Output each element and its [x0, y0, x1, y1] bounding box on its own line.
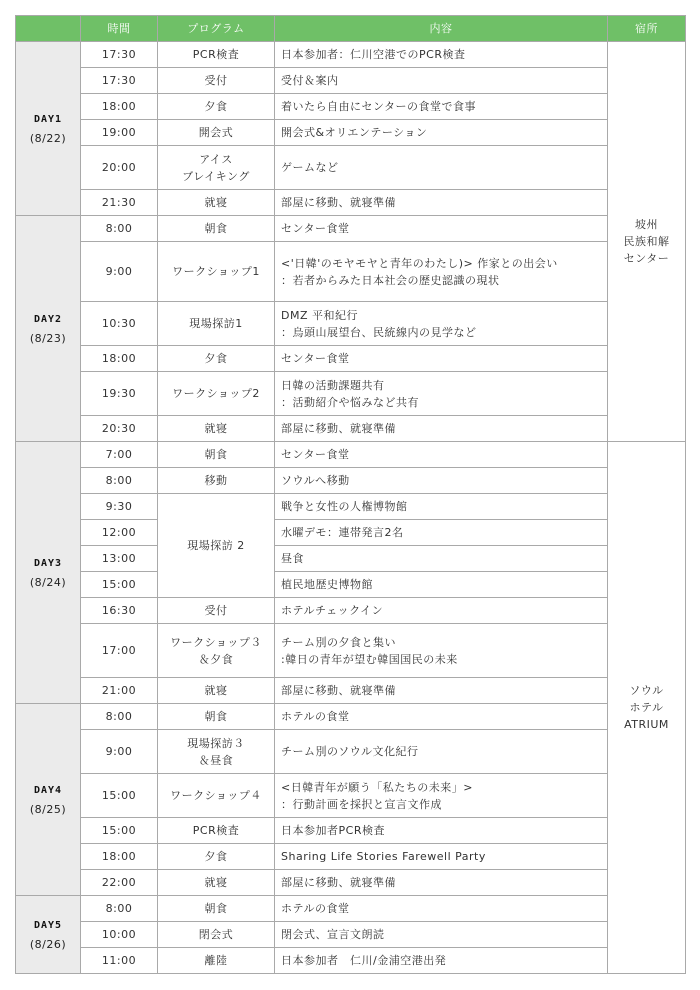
- time-cell: 21:30: [81, 190, 158, 216]
- program-cell: [158, 774, 275, 818]
- program-line: 離陸: [204, 954, 228, 967]
- day-name: DAY2: [33, 313, 63, 325]
- table-row: [16, 572, 686, 598]
- content-line: ：活動紹介や悩みなど共有: [281, 395, 419, 409]
- content-line: 昼食: [281, 552, 304, 565]
- program-line: 移動: [204, 474, 228, 487]
- table-row: [16, 346, 686, 372]
- table-row: [16, 442, 686, 468]
- content-line: 日本参加者PCR検査: [281, 824, 385, 837]
- program-cell: [158, 216, 275, 242]
- program-cell: [158, 372, 275, 416]
- content-cell: [275, 546, 608, 572]
- day-cell: [16, 704, 81, 896]
- program-line: 現場探訪３: [187, 736, 245, 750]
- program-line: PCR検査: [192, 824, 240, 837]
- time-cell: 18:00: [81, 844, 158, 870]
- program-cell: [158, 948, 275, 974]
- table-row: [16, 896, 686, 922]
- day-date: (8/26): [29, 937, 67, 951]
- day-cell: [16, 442, 81, 704]
- time-cell: 8:00: [81, 216, 158, 242]
- day-cell: [16, 216, 81, 442]
- program-line: 現場探訪 2: [187, 539, 245, 552]
- program-line: ワークショップ４: [170, 789, 262, 802]
- content-line: ：若者からみた日本社会の歴史認識の現状: [281, 273, 500, 287]
- table-row: [16, 922, 686, 948]
- program-line: 就寝: [204, 876, 228, 889]
- content-line: 部屋に移動、就寝準備: [281, 422, 396, 435]
- program-cell: [158, 598, 275, 624]
- content-cell: [275, 896, 608, 922]
- program-line: アイス: [199, 152, 233, 166]
- content-line: 着いたら自由にセンターの食堂で食事: [281, 100, 477, 113]
- content-cell: [275, 146, 608, 190]
- time-cell: 15:00: [81, 572, 158, 598]
- program-cell: [158, 42, 275, 68]
- table-row: [16, 302, 686, 346]
- table-row: [16, 372, 686, 416]
- program-line: 受付: [204, 604, 228, 617]
- content-cell: [275, 42, 608, 68]
- content-line: ：烏頭山展望台、民統線内の見学など: [281, 325, 477, 339]
- time-cell: 13:00: [81, 546, 158, 572]
- table-row: [16, 598, 686, 624]
- content-cell: [275, 416, 608, 442]
- place-line: 民族和解: [623, 235, 670, 248]
- header-content: 内容: [275, 16, 608, 42]
- content-cell: [275, 624, 608, 678]
- content-line: センター食堂: [281, 222, 350, 235]
- place-line: ATRIUM: [624, 718, 669, 731]
- table-row: [16, 68, 686, 94]
- content-cell: [275, 704, 608, 730]
- table-row: [16, 520, 686, 546]
- content-cell: [275, 948, 608, 974]
- program-cell: [158, 190, 275, 216]
- content-line: 日本参加者：仁川空港でのPCR検査: [281, 48, 466, 61]
- program-line: PCR検査: [192, 48, 240, 61]
- content-line: 部屋に移動、就寝準備: [281, 876, 396, 889]
- program-line: 現場探訪1: [189, 317, 243, 330]
- program-line: ブレイキング: [182, 169, 250, 183]
- program-line: ワークショップ2: [172, 387, 260, 400]
- schedule-container: [15, 15, 686, 974]
- table-row: [16, 416, 686, 442]
- time-cell: 17:00: [81, 624, 158, 678]
- content-line: センター食堂: [281, 352, 350, 365]
- program-cell: [158, 494, 275, 598]
- content-line: Sharing Life Stories Farewell Party: [281, 850, 486, 863]
- program-cell: [158, 468, 275, 494]
- time-cell: 17:30: [81, 68, 158, 94]
- program-line: 朝食: [204, 448, 228, 461]
- content-line: <'日韓'のモヤモヤと青年のわたし)> 作家との出会い: [281, 256, 558, 270]
- content-line: ホテルの食堂: [281, 902, 350, 915]
- content-line: 閉会式、宣言文朗読: [281, 928, 385, 941]
- time-cell: 10:30: [81, 302, 158, 346]
- program-cell: [158, 68, 275, 94]
- time-cell: 15:00: [81, 818, 158, 844]
- content-cell: [275, 922, 608, 948]
- day-cell: [16, 42, 81, 216]
- place-line: ホテル: [629, 701, 664, 714]
- program-cell: [158, 442, 275, 468]
- time-cell: 9:00: [81, 730, 158, 774]
- content-cell: [275, 68, 608, 94]
- day-date: (8/25): [29, 802, 67, 816]
- program-cell: [158, 870, 275, 896]
- time-cell: 18:00: [81, 94, 158, 120]
- table-row: [16, 704, 686, 730]
- content-cell: [275, 442, 608, 468]
- program-cell: [158, 94, 275, 120]
- time-cell: 20:00: [81, 146, 158, 190]
- content-cell: [275, 598, 608, 624]
- table-row: [16, 730, 686, 774]
- table-row: [16, 546, 686, 572]
- content-cell: [275, 216, 608, 242]
- table-header-row: [16, 16, 686, 42]
- day-date: (8/24): [29, 575, 67, 589]
- content-cell: [275, 242, 608, 302]
- content-cell: [275, 520, 608, 546]
- content-cell: [275, 818, 608, 844]
- table-row: [16, 146, 686, 190]
- time-cell: 10:00: [81, 922, 158, 948]
- content-line: 受付＆案内: [281, 74, 339, 87]
- program-cell: [158, 730, 275, 774]
- time-cell: 19:30: [81, 372, 158, 416]
- day-name: DAY5: [33, 919, 63, 931]
- content-line: :韓日の青年が望む韓国国民の未来: [281, 652, 458, 666]
- program-cell: [158, 896, 275, 922]
- table-row: [16, 818, 686, 844]
- schedule-body: [16, 42, 686, 974]
- header-day: [16, 16, 81, 42]
- content-cell: [275, 372, 608, 416]
- place-line: センター: [623, 252, 670, 265]
- program-cell: [158, 678, 275, 704]
- program-cell: [158, 416, 275, 442]
- content-line: 部屋に移動、就寝準備: [281, 196, 396, 209]
- content-cell: [275, 94, 608, 120]
- content-line: チーム別の夕食と集い: [281, 635, 396, 649]
- table-row: [16, 870, 686, 896]
- time-cell: 19:00: [81, 120, 158, 146]
- day-name: DAY4: [33, 784, 63, 796]
- table-row: [16, 94, 686, 120]
- content-line: ：行動計画を採択と宣言文作成: [281, 797, 442, 811]
- program-cell: [158, 120, 275, 146]
- day-name: DAY1: [33, 113, 63, 125]
- content-cell: [275, 844, 608, 870]
- time-cell: 9:30: [81, 494, 158, 520]
- table-row: [16, 468, 686, 494]
- time-cell: 17:30: [81, 42, 158, 68]
- time-cell: 7:00: [81, 442, 158, 468]
- content-cell: [275, 120, 608, 146]
- content-cell: [275, 190, 608, 216]
- program-line: 夕食: [204, 352, 228, 365]
- day-name: DAY3: [33, 557, 63, 569]
- content-cell: [275, 730, 608, 774]
- program-line: 朝食: [204, 222, 228, 235]
- place-cell: [608, 442, 686, 974]
- program-cell: [158, 922, 275, 948]
- content-line: チーム別のソウル文化紀行: [281, 745, 419, 758]
- content-line: 植民地歴史博物館: [281, 578, 373, 591]
- table-row: [16, 216, 686, 242]
- table-row: [16, 624, 686, 678]
- content-cell: [275, 870, 608, 896]
- header-time: 時間: [81, 16, 158, 42]
- table-row: [16, 42, 686, 68]
- program-line: 就寝: [204, 684, 228, 697]
- place-line: ソウル: [629, 684, 664, 697]
- place-cell: [608, 42, 686, 442]
- table-row: [16, 242, 686, 302]
- program-line: ワークショップ３: [170, 635, 262, 649]
- table-row: [16, 678, 686, 704]
- table-row: [16, 844, 686, 870]
- table-row: [16, 494, 686, 520]
- program-cell: [158, 146, 275, 190]
- content-line: 部屋に移動、就寝準備: [281, 684, 396, 697]
- content-cell: [275, 572, 608, 598]
- content-cell: [275, 346, 608, 372]
- day-cell: [16, 896, 81, 974]
- content-line: ホテルの食堂: [281, 710, 350, 723]
- content-line: 日本参加者 仁川/金浦空港出発: [281, 954, 447, 967]
- time-cell: 8:00: [81, 896, 158, 922]
- time-cell: 18:00: [81, 346, 158, 372]
- content-line: DMZ 平和紀行: [281, 308, 358, 322]
- program-line: 就寝: [204, 422, 228, 435]
- program-line: ＆夕食: [198, 652, 234, 666]
- program-cell: [158, 844, 275, 870]
- day-date: (8/22): [29, 131, 67, 145]
- place-line: 坡州: [635, 218, 658, 231]
- content-line: 開会式&オリエンテーション: [281, 126, 428, 139]
- time-cell: 22:00: [81, 870, 158, 896]
- program-line: 朝食: [204, 710, 228, 723]
- time-cell: 9:00: [81, 242, 158, 302]
- table-row: [16, 948, 686, 974]
- program-line: 開会式: [198, 126, 234, 139]
- time-cell: 15:00: [81, 774, 158, 818]
- header-place: 宿所: [608, 16, 686, 42]
- program-cell: [158, 242, 275, 302]
- time-cell: 11:00: [81, 948, 158, 974]
- program-line: ＆昼食: [198, 753, 234, 767]
- program-line: 閉会式: [198, 928, 234, 941]
- content-line: <日韓青年が願う「私たちの未来」>: [281, 780, 473, 794]
- content-cell: [275, 468, 608, 494]
- schedule-table: [15, 15, 686, 974]
- program-cell: [158, 346, 275, 372]
- day-date: (8/23): [29, 331, 67, 345]
- program-line: 夕食: [204, 850, 228, 863]
- time-cell: 12:00: [81, 520, 158, 546]
- content-line: センター食堂: [281, 448, 350, 461]
- table-row: [16, 774, 686, 818]
- content-line: ゲームなど: [281, 161, 339, 174]
- content-line: 日韓の活動課題共有: [281, 378, 385, 392]
- program-line: 夕食: [204, 100, 228, 113]
- content-line: 戦争と女性の人権博物館: [281, 500, 408, 513]
- content-line: ホテルチェックイン: [281, 604, 384, 617]
- time-cell: 20:30: [81, 416, 158, 442]
- program-line: ワークショップ1: [172, 265, 260, 278]
- header-program: プログラム: [158, 16, 275, 42]
- time-cell: 21:00: [81, 678, 158, 704]
- program-line: 朝食: [204, 902, 228, 915]
- time-cell: 8:00: [81, 704, 158, 730]
- time-cell: 16:30: [81, 598, 158, 624]
- table-row: [16, 190, 686, 216]
- content-cell: [275, 678, 608, 704]
- program-cell: [158, 704, 275, 730]
- content-cell: [275, 774, 608, 818]
- content-line: 水曜デモ：連帯発言2名: [281, 526, 404, 539]
- program-line: 受付: [204, 74, 228, 87]
- program-line: 就寝: [204, 196, 228, 209]
- content-cell: [275, 494, 608, 520]
- table-row: [16, 120, 686, 146]
- content-cell: [275, 302, 608, 346]
- program-cell: [158, 818, 275, 844]
- program-cell: [158, 624, 275, 678]
- content-line: ソウルへ移動: [281, 474, 350, 487]
- time-cell: 8:00: [81, 468, 158, 494]
- program-cell: [158, 302, 275, 346]
